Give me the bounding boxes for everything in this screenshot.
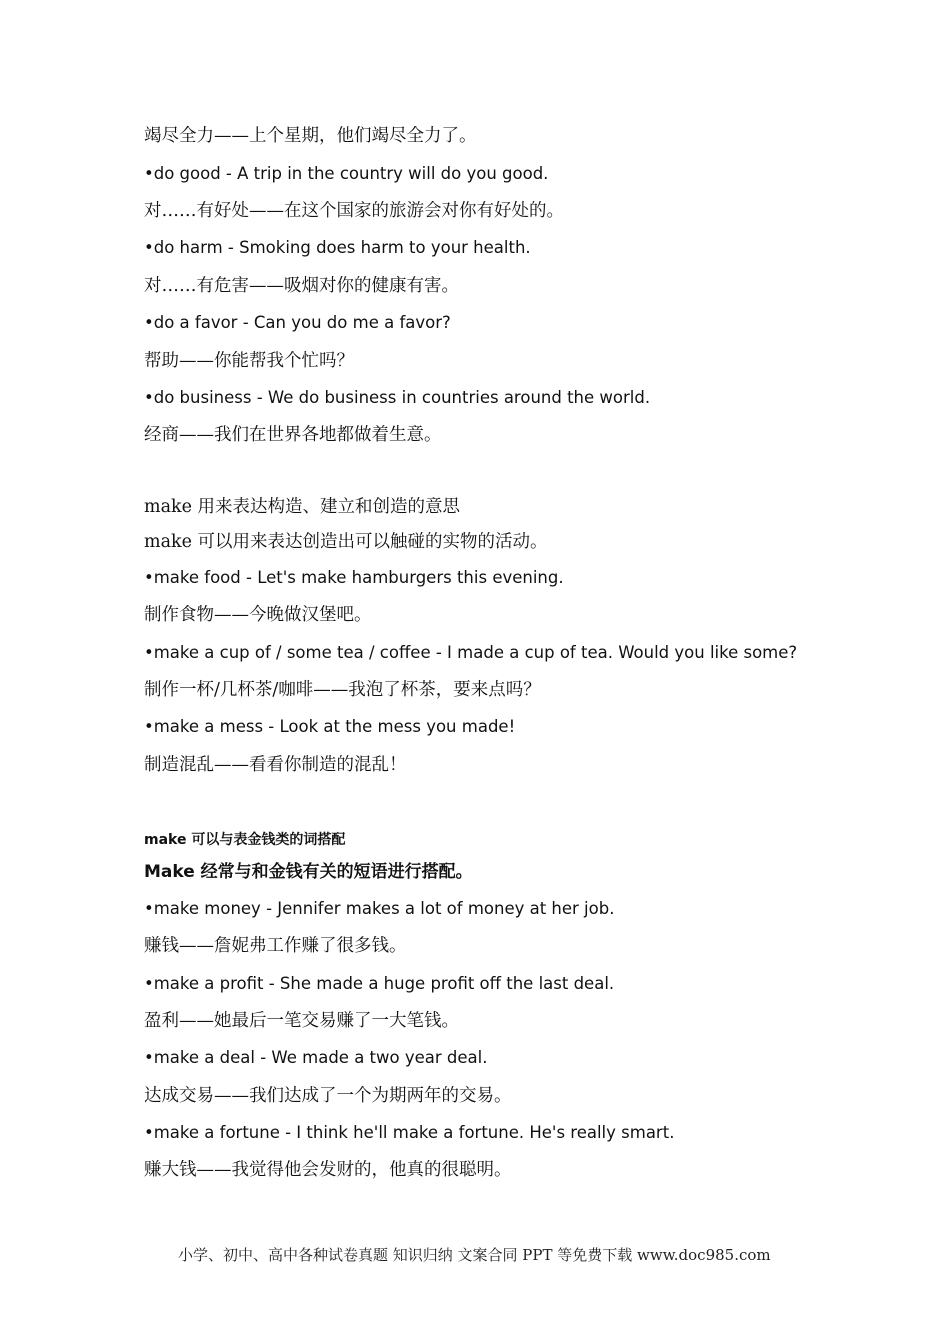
text-line: •do a favor - Can you do me a favor? <box>144 313 451 332</box>
text-line: •do harm - Smoking does harm to your health. <box>144 238 531 257</box>
text-line: 帮助——你能帮我个忙吗？ <box>144 351 354 371</box>
text-line: •make a profit - She made a huge profit off the last deal. <box>144 974 615 993</box>
text-line: •do good - A trip in the country will do you good. <box>144 164 549 183</box>
text-line: 制作一杯/几杯茶/咖啡——我泡了杯茶，要来点吗？ <box>144 680 541 700</box>
text-line: •make money - Jennifer makes a lot of money at her job. <box>144 899 615 918</box>
text-line: 竭尽全力——上个星期，他们竭尽全力了。 <box>144 126 477 146</box>
text-line: •make food - Let's make hamburgers this evening. <box>144 568 564 587</box>
text-line: •make a fortune - I think he'll make a fortune. He's really smart. <box>144 1123 675 1142</box>
text-line: •make a deal - We made a two year deal. <box>144 1048 488 1067</box>
text-line: 制造混乱——看看你制造的混乱！ <box>144 755 407 775</box>
section-subheading: Make 经常与和金钱有关的短语进行搭配。 <box>144 862 473 882</box>
text-line: 盈利——她最后一笔交易赚了一大笔钱。 <box>144 1011 459 1031</box>
text-line: 经商——我们在世界各地都做着生意。 <box>144 425 442 445</box>
text-line: 制作食物——今晚做汉堡吧。 <box>144 605 372 625</box>
text-line: •do business - We do business in countries around the world. <box>144 388 651 407</box>
text-line: 对……有好处——在这个国家的旅游会对你有好处的。 <box>144 201 564 221</box>
page-footer: 小学、初中、高中各种试卷真题 知识归纳 文案合同 PPT 等免费下载 www.doc985.com <box>178 1246 771 1264</box>
text-line: 赚大钱——我觉得他会发财的，他真的很聪明。 <box>144 1160 512 1180</box>
text-line: 达成交易——我们达成了一个为期两年的交易。 <box>144 1086 512 1106</box>
section-heading: make 用来表达构造、建立和创造的意思 <box>144 497 461 517</box>
section-heading: make 可以与表金钱类的词搭配 <box>144 832 346 848</box>
text-line: •make a mess - Look at the mess you made! <box>144 717 516 736</box>
text-line: 赚钱——詹妮弗工作赚了很多钱。 <box>144 936 407 956</box>
text-line: •make a cup of / some tea / coffee - I made a cup of tea. Would you like some? <box>144 643 798 662</box>
text-line: 对……有危害——吸烟对你的健康有害。 <box>144 276 459 296</box>
text-line: make 可以用来表达创造出可以触碰的实物的活动。 <box>144 532 548 552</box>
